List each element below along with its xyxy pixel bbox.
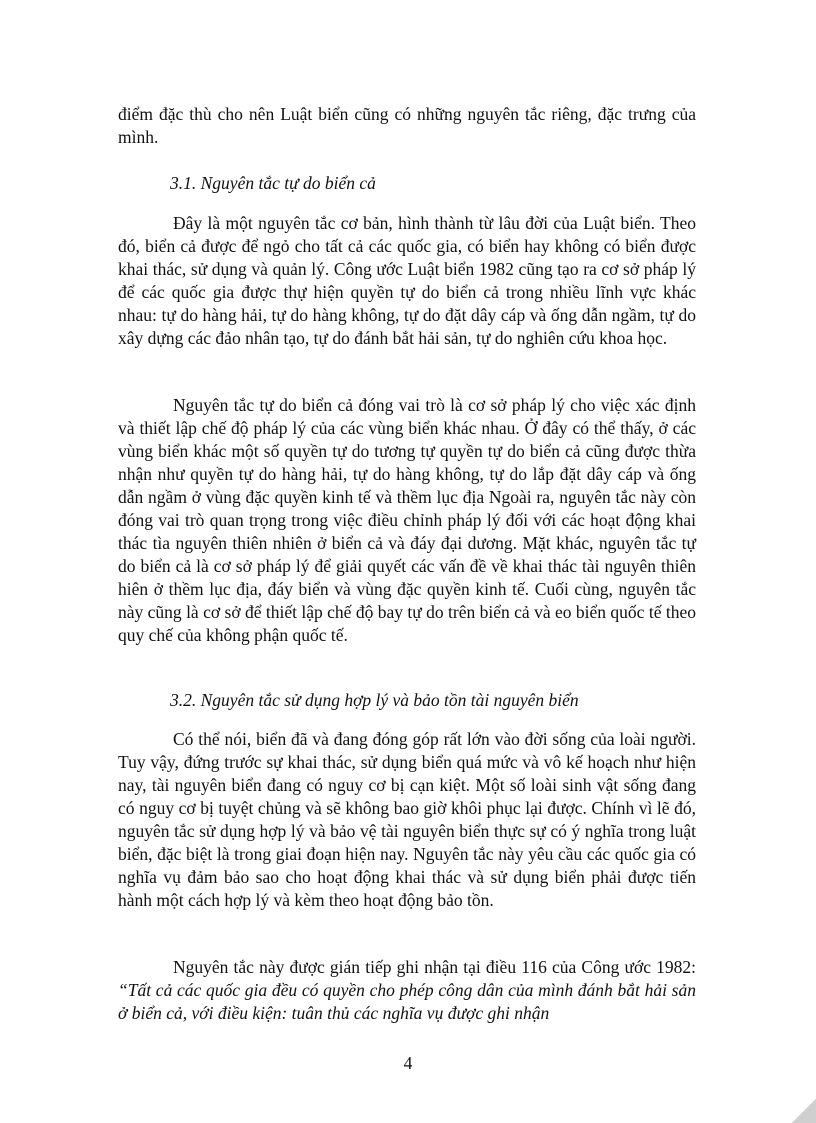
section-heading-3-2: 3.2. Nguyên tắc sử dụng hợp lý và bảo tồn tài nguyên biển [170, 690, 579, 710]
paragraph-principle-freedom: Đây là một nguyên tắc cơ bản, hình thành từ lâu đời của Luật biển. Theo đó, biển cả được để ngỏ cho tất cả các quốc gia, có biển hay không có biển được khai thác, sử dụng và quản lý. Công ước Luật biển 1982 cũng tạo ra cơ sở pháp lý để các quốc gia được thự hiện quyền tự do biển cả trong nhiều lĩnh vực khác nhau: tự do hàng hải, tự do hàng không, tự do đặt dây cáp và ống dẫn ngầm, tự do xây dựng các đảo nhân tạo, tự do đánh bắt hải sản, tự do nghiên cứu khoa học. [118, 213, 696, 348]
intro-paragraph: điểm đặc thù cho nên Luật biển cũng có những nguyên tắc riêng, đặc trưng của mình. [118, 104, 696, 147]
section-heading-3-1: 3.1. Nguyên tắc tự do biển cả [170, 173, 376, 193]
article-116-quote: “Tất cả các quốc gia đều có quyền cho phép công dân của mình đánh bắt hải sản ở biển cả, với điều kiện: tuân thủ các nghĩa vụ được ghi nhận [118, 980, 696, 1023]
article-116-text: Nguyên tắc này được gián tiếp ghi nhận tại điều 116 của Công ước 1982: [173, 957, 696, 977]
page-corner-fold [792, 1099, 816, 1123]
page-number: 4 [403, 1053, 413, 1073]
paragraph-freedom-role: Nguyên tắc tự do biển cả đóng vai trò là cơ sở pháp lý cho việc xác định và thiết lập chế độ pháp lý của các vùng biển khác nhau. Ở đây có thể thấy, ở các vùng biển khác một số quyền tự do tương tự quyền tự do biển cả cũng được thừa nhận như quyền tự do hàng hải, tự do hàng không, tự do lắp đặt dây cáp và ống dẫn ngầm ở vùng đặc quyền kinh tế và thềm lục địa Ngoài ra, nguyên tắc này còn đóng vai trò quan trọng trong việc điều chỉnh pháp lý đối với các hoạt động khai thác tìa nguyên thiên nhiên ở biển cả và đáy đại dương. Mặt khác, nguyên tắc tự do biển cả là cơ sở pháp lý để giải quyết các vấn đề về khai thác tài nguyên thiên hiên ở thềm lục địa, đáy biển và vùng đặc quyền kinh tế. Cuối cùng, nguyên tắc này cũng là cơ sở để thiết lập chế độ bay tự do trên biển cả và eo biển quốc tế theo quy chế của không phận quốc tế. [118, 395, 696, 645]
paragraph-resource-use: Có thể nói, biển đã và đang đóng góp rất lớn vào đời sống của loài người. Tuy vậy, đứng trước sự khai thác, sử dụng biển quá mức và vô kế hoạch như hiện nay, tài nguyên biển đang có nguy cơ bị cạn kiệt. Một số loài sinh vật sống đang có nguy cơ bị tuyệt chủng và sẽ không bao giờ khôi phục lại được. Chính vì lẽ đó, nguyên tắc sử dụng hợp lý và bảo vệ tài nguyên biển thực sự có ý nghĩa trong luật biển, đặc biệt là trong giai đoạn hiện nay. Nguyên tắc này yêu cầu các quốc gia có nghĩa vụ đảm bảo sao cho hoạt động khai thác và sử dụng biển phải được tiến hành một cách hợp lý và kèm theo hoạt động bảo tồn. [118, 729, 696, 910]
paragraph-article-116 [118, 956, 696, 1025]
